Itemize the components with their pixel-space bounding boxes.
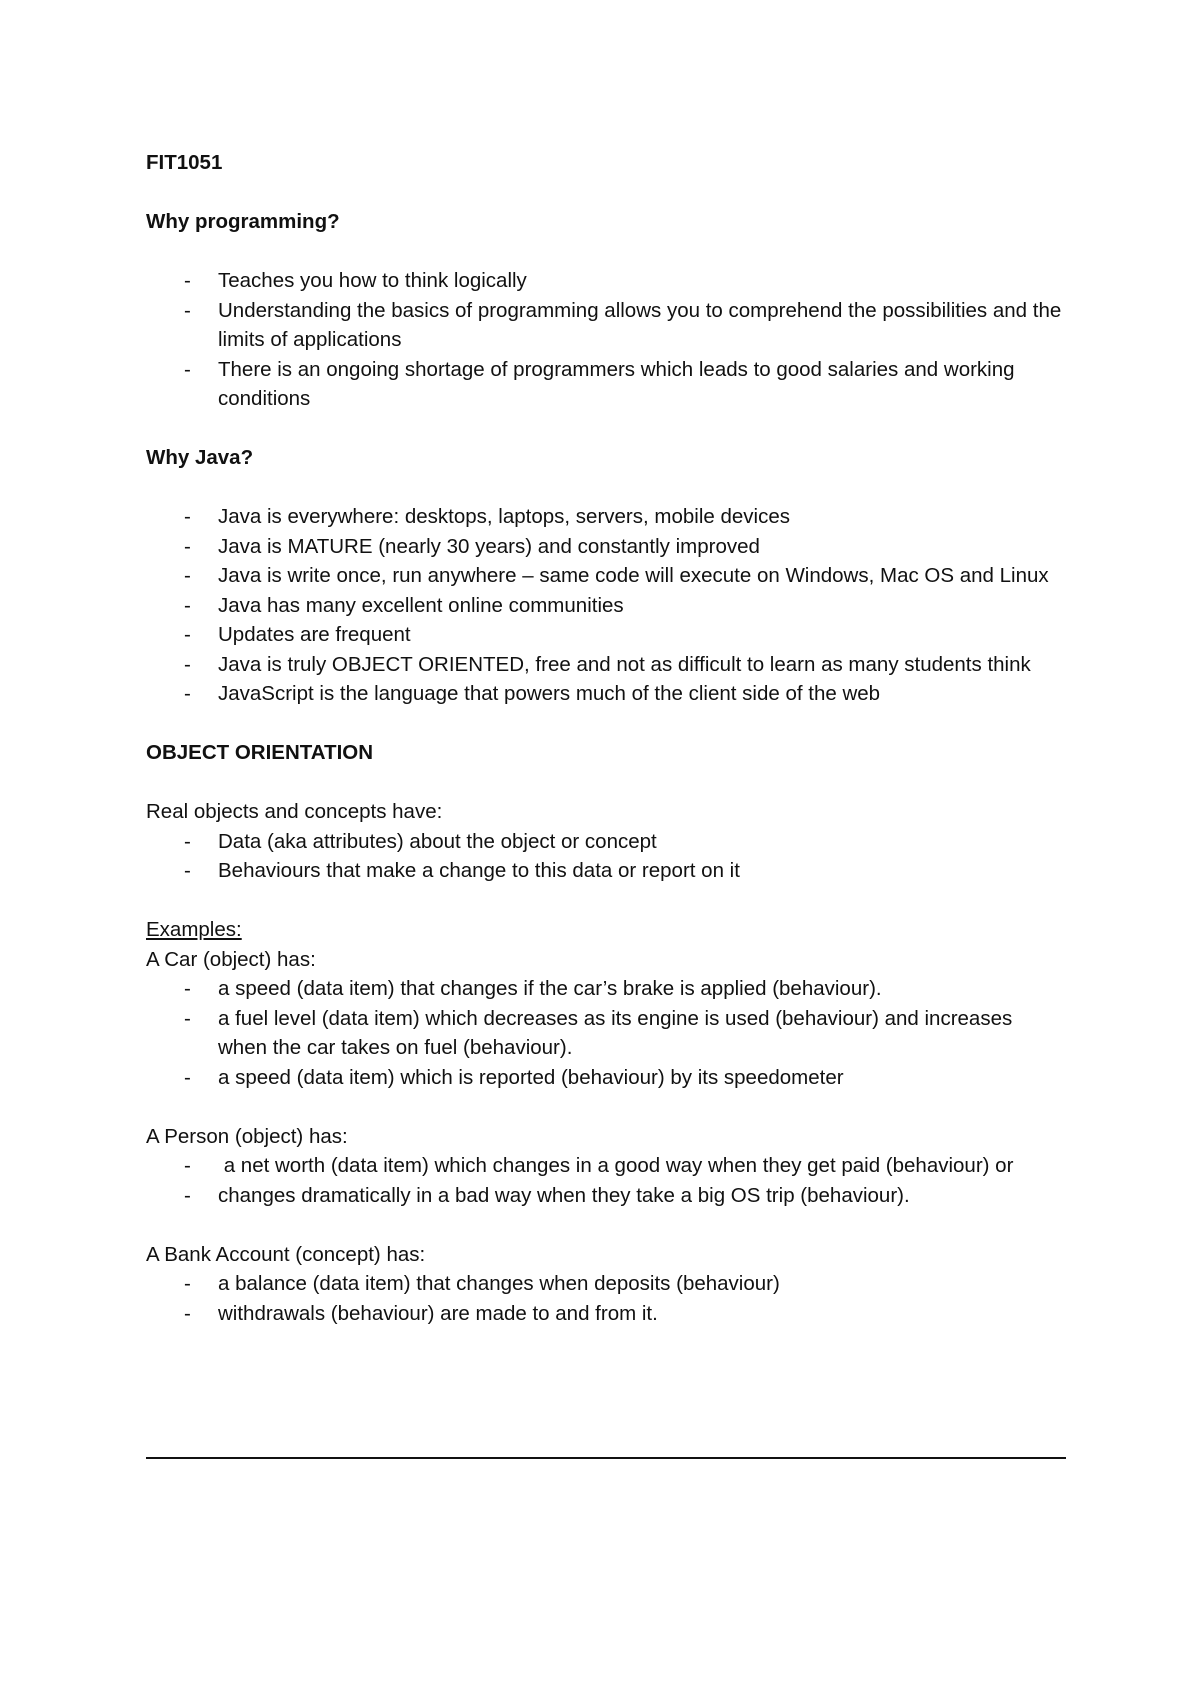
list-item: - Understanding the basics of programming allows you to comprehend the possibilities and the limits of applications (184, 298, 1062, 351)
list-item: - Java is MATURE (nearly 30 years) and constantly improved (184, 534, 760, 558)
course-code: FIT1051 (146, 151, 223, 174)
car-intro: A Car (object) has: (146, 947, 316, 971)
list-item: - Teaches you how to think logically (184, 269, 527, 292)
list-item: - a fuel level (data item) which decreases as its engine is used (behaviour) and increases when the car takes on fuel (behaviour). (184, 1006, 1013, 1059)
list-item: - a balance (data item) that changes when deposits (behaviour) (184, 1272, 780, 1295)
heading-examples: Examples: (146, 918, 242, 941)
list-item: - There is an ongoing shortage of programmers which leads to good salaries and working conditions (184, 357, 1015, 410)
list-item: - changes dramatically in a bad way when they take a big OS trip (behaviour). (184, 1183, 910, 1207)
heading-why-programming: Why programming? (146, 210, 340, 233)
list-item: - Java has many excellent online communities (184, 593, 624, 617)
car-list (146, 974, 1066, 1092)
list-item: - Behaviours that make a change to this data or report on it (184, 859, 740, 882)
bank-intro: A Bank Account (concept) has: (146, 1242, 426, 1266)
list-item: - a net worth (data item) which changes in a good way when they get paid (behaviour) or (184, 1154, 1014, 1177)
list-item: - Java is everywhere: desktops, laptops, servers, mobile devices (184, 505, 790, 528)
heading-object-orientation: OBJECT ORIENTATION (146, 741, 374, 764)
list-item: - Data (aka attributes) about the object or concept (184, 829, 657, 853)
document-page (146, 148, 1066, 1328)
list-item: - a speed (data item) which is reported (behaviour) by its speedometer (184, 1065, 844, 1089)
list-item: - withdrawals (behaviour) are made to and from it. (184, 1301, 658, 1325)
person-intro: A Person (object) has: (146, 1124, 348, 1148)
object-orientation-list (146, 827, 1066, 886)
list-item: - Updates are frequent (184, 623, 411, 646)
why-java-list (146, 502, 1066, 709)
list-item: - Java is truly OBJECT ORIENTED, free and not as difficult to learn as many students think (184, 652, 1031, 676)
horizontal-rule (146, 1457, 1066, 1459)
list-item: - Java is write once, run anywhere – same code will execute on Windows, Mac OS and Linux (184, 564, 1049, 587)
person-list (146, 1151, 1066, 1210)
heading-why-java: Why Java? (146, 446, 254, 469)
object-orientation-intro: Real objects and concepts have: (146, 800, 443, 823)
bank-list (146, 1269, 1066, 1328)
list-item: - a speed (data item) that changes if the car’s brake is applied (behaviour). (184, 977, 882, 1000)
why-programming-list (146, 266, 1066, 414)
list-item: - JavaScript is the language that powers much of the client side of the web (184, 682, 881, 705)
